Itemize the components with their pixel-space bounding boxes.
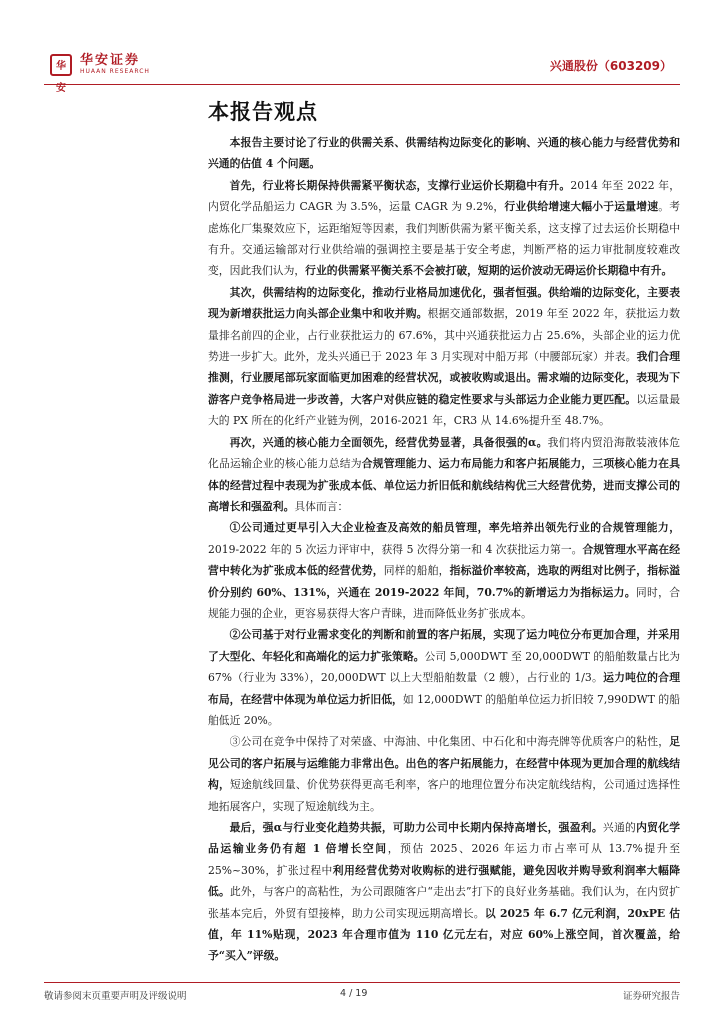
paragraph	[208, 282, 680, 432]
bold-text-run: ②公司基于对行业需求变化的判断和前置的客户拓展，实现了运力吨位分布更加合理，并采用了大型化、年轻化和高端化的运力扩张策略。	[208, 628, 680, 663]
text-run: 我们将内贸沿海散装液体危化品运输企业的核心能力总结为	[208, 435, 680, 471]
bold-text-run: 行业的供需紧平衡关系不会被打破，短期的运价波动无碍运价长期稳中有升。	[305, 264, 673, 278]
paragraph	[208, 517, 680, 624]
bold-text-run: 首先，行业将长期保持供需紧平衡状态，支撑行业运价长期稳中有升。	[229, 178, 571, 192]
paragraph	[208, 132, 680, 175]
page-footer	[44, 982, 680, 1003]
bold-text-run: 其次，供需结构的边际变化，推动行业格局加速优化，强者恒强。供给端的边际变化，主要表现为新增获批运力向头部企业集中和收并购。	[208, 285, 680, 321]
bold-text-run: 合规管理能力、运力布局能力和客户拓展能力，三项核心能力在具体的经营过程中表现为扩张成本低、单位运力折旧低和航线结构优三大经营优势，进而支撑公司的高增长和强盈利。	[208, 457, 680, 513]
bold-text-run: 再次，兴通的核心能力全面领先，经营优势显著，具备很强的α。	[229, 435, 548, 449]
text-run: 以运量最大的 PX 所在的化纤产业链为例，2016-2021 年，CR3 从 14.6%提升至 48.7%。	[208, 392, 681, 428]
paragraph	[208, 432, 680, 518]
logo-name-en: HUAAN RESEARCH	[80, 68, 150, 75]
bold-text-run: 利用经营优势对收购标的进行强赋能，避免因收并购导致利润率大幅降低。	[208, 863, 680, 899]
text-run: 兴通的	[602, 821, 637, 834]
text-run: 此外，与客户的高粘性，为公司跟随客户“走出去”打下的良好业务基础。我们认为，在内贸扩张基本完后，外贸有望接棒，助力公司实现远期高增长。	[208, 885, 681, 920]
bold-text-run: 指标溢价率较高，选取的两组对比例子，指标溢价分别约 60%、131%，兴通在 2019-2022 年间，70.7%的新增运力为指标运力。	[208, 564, 681, 599]
bold-text-run: 行业供给增速大幅小于运量增速	[504, 200, 659, 214]
bold-text-run: ①公司通过更早引入大企业检查及高效的船员管理，率先培养出领先行业的合规管理能力，	[229, 521, 680, 535]
logo-seal-icon: 华安	[50, 54, 72, 76]
text-run: ③公司在竞争中保持了对荣盛、中海油、中化集团、中石化和中海壳牌等优质客户的粘性，	[229, 735, 670, 749]
text-run: 同时，合规能力强的企业，更容易获得大客户青睐，进而降低业务扩张成本。	[208, 585, 680, 620]
report-body	[208, 132, 680, 967]
footer-disclaimer: 敬请参阅末页重要声明及评级说明	[44, 991, 187, 1002]
bold-text-run: 合规管理水平高在经营中转化为扩张成本低的经营优势，	[208, 542, 681, 578]
text-run: ，预估 2025、2026 年运力市占率可从 13.7%提升至 25%~30%，扩张过程中	[208, 842, 680, 877]
text-run: 根据交通部数据，2019 年至 2022 年，获批运力数量排名前四的企业，占行业获批运力的 67.6%，其中兴通获批运力占 25.6%，头部企业的运力优势进一步扩大。此外，龙头兴通已于 2023 年 3 月实现对中船万邦（中腰部玩家）并表。	[208, 307, 681, 364]
company-ticker: 兴通股份（603209）	[549, 59, 672, 73]
text-run: 同样的船舶，	[383, 564, 450, 578]
bold-text-run: 以 2025 年 6.7 亿元利润，20xPE 估值，年 11%贴现，2023 年合理市值为 110 亿元左右，对应 60%上涨空间，首次覆盖，给予“买入”评级。	[208, 906, 680, 963]
paragraph	[208, 731, 680, 817]
logo-name-cn: 华安证券	[80, 53, 141, 68]
text-run: 短途航线回量、价优势获得更高毛利率，客户的地理位置分布决定航线结构，公司通过选择性地拓展客户，实现了短途航线为主。	[208, 778, 681, 813]
page-number: 4 / 19	[340, 988, 368, 999]
bold-text-run: 本报告主要讨论了行业的供需关系、供需结构边际变化的影响、兴通的核心能力与经营优势和兴通的估值 4 个问题。	[208, 136, 680, 171]
text-run: 2019-2022 年的 5 次运力评审中，获得 5 次得分第一和 4 次获批运力第一。	[208, 542, 583, 556]
bold-text-run: 我们合理推测，行业腰尾部玩家面临更加困难的经营状况，或被收购或退出。需求端的边际变化，表现为下游客户竞争格局进一步改善，大客户对供应链的稳定性要求与头部运力企业能力更匹配。	[208, 350, 680, 406]
bold-text-run: 足见公司的客户拓展与运维能力非常出色。出色的客户拓展能力，在经营中体现为更加合理的航线结构，	[208, 735, 680, 792]
paragraph	[208, 624, 680, 731]
bold-text-run: 运力吨位的合理布局，在经营中体现为单位运力折旧低，	[208, 671, 681, 706]
text-run: 。考虑炼化厂集聚效应下，运距缩短等因素，我们判断供需为紧平衡关系，这支撑了过去运价长期稳中有升。交通运输部对行业供给端的强调控主要是基于安全考虑，判断严格的运力审批制度较难改变，因此我们认为，	[208, 200, 681, 278]
text-run: 2014 年至 2022 年，内贸化学品船运力 CAGR 为 3.5%，运量 CAGR 为 9.2%，	[208, 178, 680, 214]
brand-logo	[50, 53, 150, 94]
page-header	[44, 44, 680, 94]
paragraph	[208, 817, 680, 967]
footer-doc-type: 证券研究报告	[622, 991, 680, 1002]
text-run: 公司 5,000DWT 至 20,000DWT 的船舶数量占比为 67%（行业为 33%），20,000DWT 以上大型船舶数量（2 艘），占行业的 1/3。	[208, 649, 681, 685]
text-run: 具体而言：	[294, 499, 349, 513]
bold-text-run: 最后，强α与行业变化趋势共振，可助力公司中长期内保持高增长，强盈利。	[229, 821, 603, 834]
logo-text	[80, 54, 150, 76]
bold-text-run: 内贸化学品运输业务仍有超 1 倍增长空间	[208, 821, 681, 856]
paragraph	[208, 175, 680, 282]
text-run: 如 12,000DWT 的船舶单位运力折旧较 7,990DWT 的船舶低近 20%。	[208, 692, 680, 727]
section-title: 本报告观点	[208, 99, 318, 124]
